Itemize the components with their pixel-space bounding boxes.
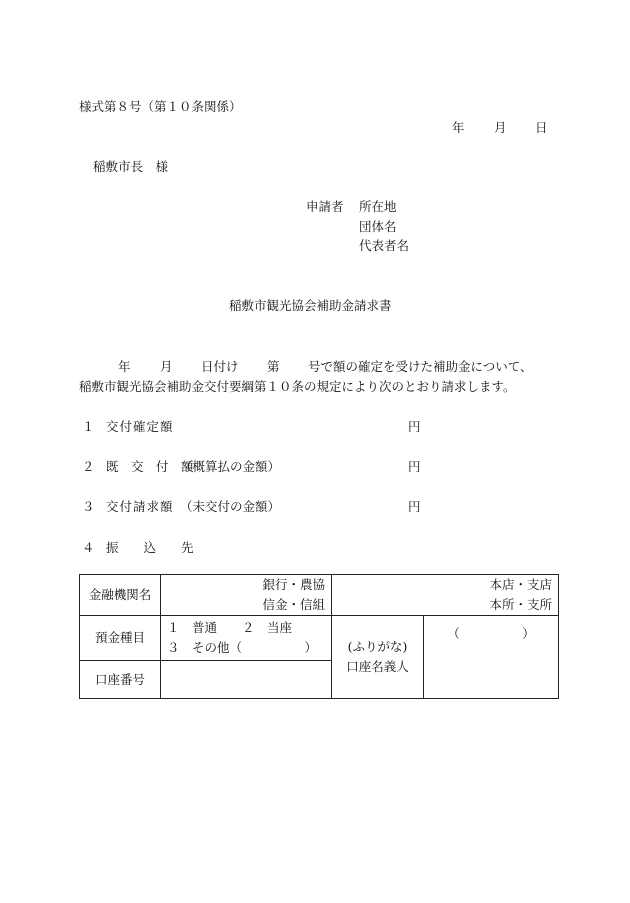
institution-label-cell [80, 575, 161, 616]
body-line1-rest: 号で額の確定を受けた補助金について、 [308, 359, 533, 374]
account-number-label-cell [80, 661, 161, 699]
branch-line1: 本店・支店 [489, 577, 553, 592]
item-1-label: 交付確定額 [106, 419, 174, 434]
body-date-suffix: 日付け [201, 359, 239, 374]
item-2-number: ２ [82, 459, 95, 474]
account-holder-input-cell[interactable] [424, 616, 559, 699]
item-2-unit: 円 [408, 459, 421, 474]
applicant-address-label: 所在地 [359, 199, 397, 214]
applicant-label: 申請者 [306, 199, 344, 214]
bank-types-line2: 信金・信組 [262, 597, 325, 612]
item-3-unit: 円 [408, 499, 421, 514]
body-number-prefix: 第 [267, 359, 280, 374]
account-number-label: 口座番号 [94, 671, 145, 687]
deposit-type-label: 預金種目 [94, 630, 145, 645]
item-1-unit: 円 [408, 419, 421, 434]
institution-label: 金融機関名 [88, 587, 152, 602]
body-month: 月 [160, 359, 173, 374]
date-month-label: 月 [494, 120, 507, 135]
item-2-label: 既 交 付 額 [106, 459, 194, 474]
item-4-number: ４ [82, 540, 95, 555]
deposit-type-options-cell[interactable] [161, 616, 332, 661]
bank-type-cell[interactable] [161, 575, 332, 616]
addressee: 稲敷市長 様 [93, 159, 169, 174]
furigana-label: (ふりがな) [347, 639, 408, 654]
account-holder-label-cell [332, 616, 424, 699]
account-holder-label: 口座名義人 [346, 659, 409, 674]
deposit-options-line1: １ 普通 ２ 当座 [167, 620, 293, 635]
deposit-type-label-cell [80, 616, 161, 661]
furigana-parens: （ ） [447, 626, 535, 641]
branch-line2: 本所・支所 [489, 597, 553, 612]
bank-transfer-table [79, 574, 559, 699]
body-year: 年 [118, 359, 131, 374]
item-1-number: １ [82, 419, 95, 434]
applicant-representative-label: 代表者名 [359, 238, 410, 253]
item-2-note: （概算払の金額） [180, 459, 281, 474]
item-3-number: ３ [82, 499, 95, 514]
bank-types-line1: 銀行・農協 [262, 577, 325, 592]
deposit-options-line2: ３ その他（ ） [167, 640, 318, 655]
item-3-note: （未交付の金額） [180, 499, 281, 514]
body-line2: 稲敷市観光協会補助金交付要綱第１０条の規定により次のとおり請求します。 [79, 379, 516, 394]
item-4-label: 振 込 先 [106, 540, 194, 555]
date-year-label: 年 [452, 120, 465, 135]
item-3-label: 交付請求額 [106, 499, 174, 514]
date-day-label: 日 [535, 120, 548, 135]
form-number: 様式第８号（第１０条関係） [79, 99, 242, 114]
applicant-organization-label: 団体名 [359, 219, 397, 234]
account-number-input-cell[interactable] [161, 661, 332, 699]
document-title: 稲敷市観光協会補助金請求書 [229, 298, 392, 313]
branch-cell[interactable] [332, 575, 559, 616]
